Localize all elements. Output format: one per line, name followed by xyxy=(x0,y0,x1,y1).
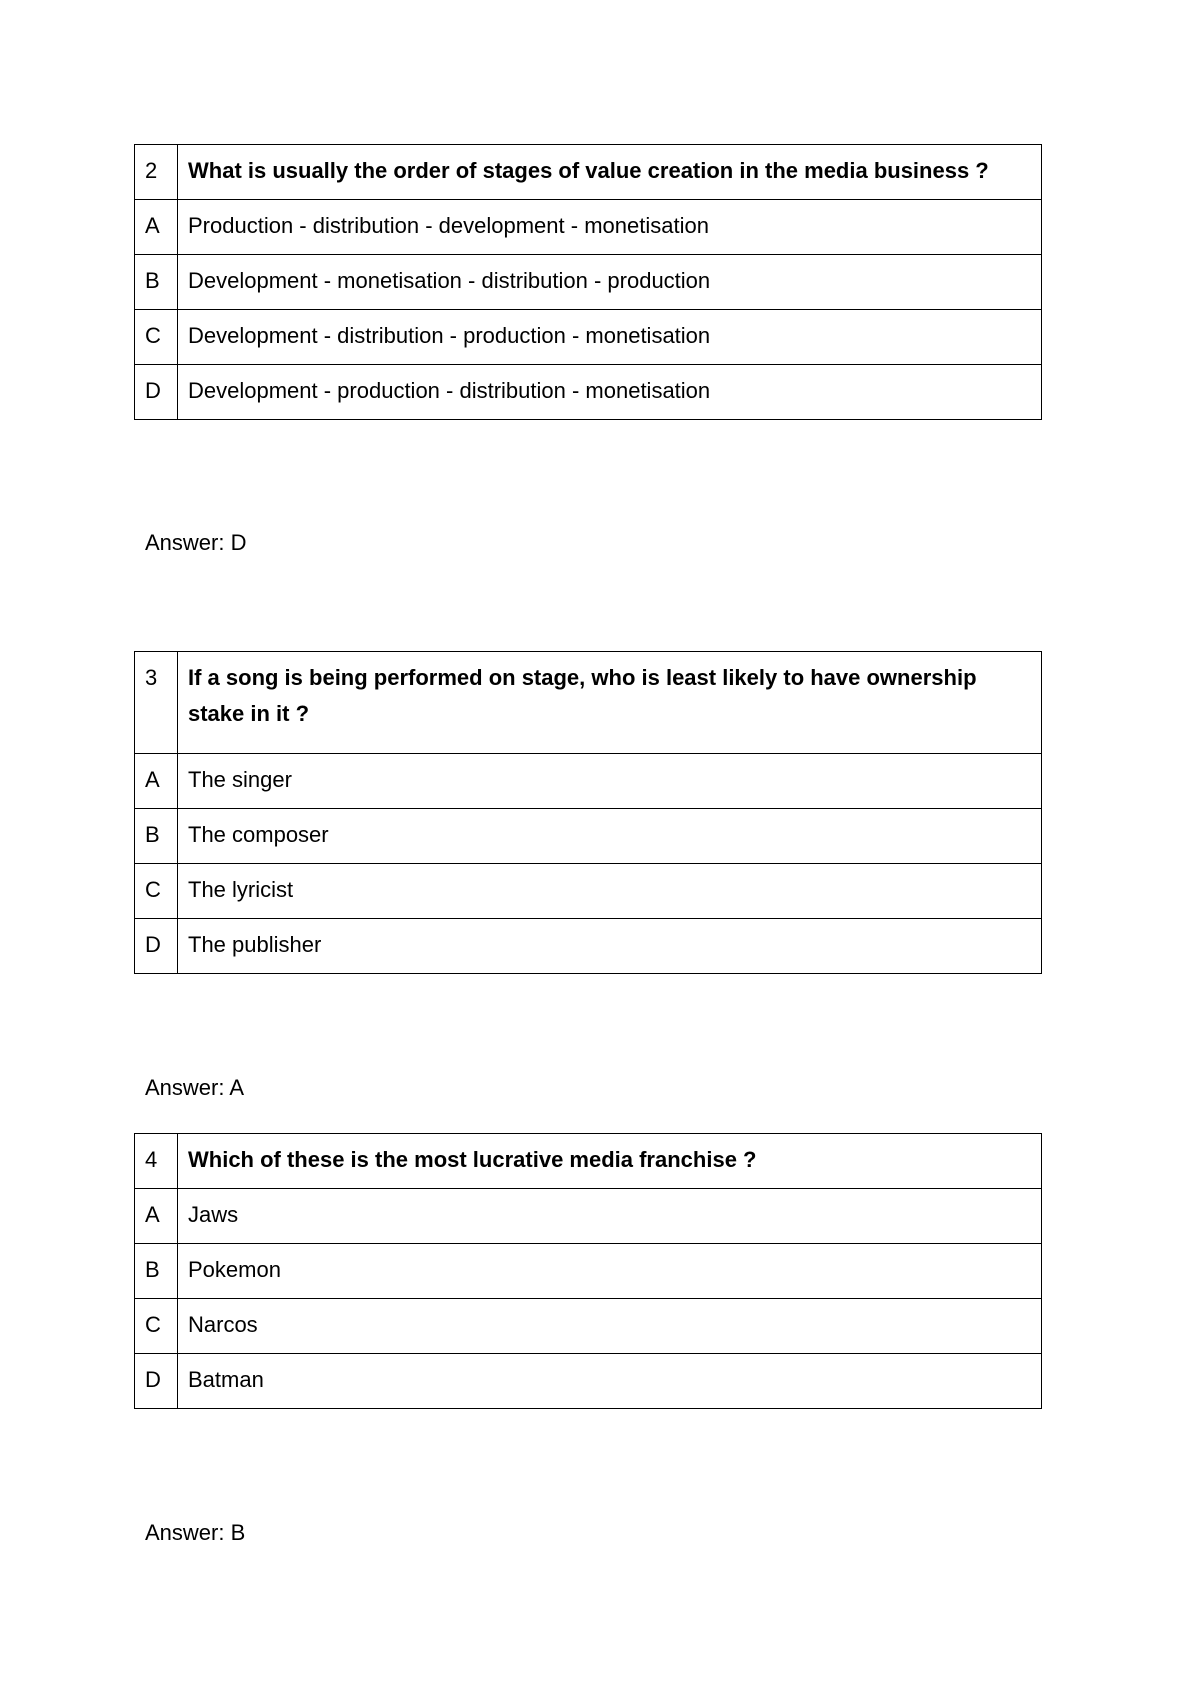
question-row xyxy=(135,145,1042,200)
option-row-b xyxy=(135,1244,1042,1299)
option-row-b xyxy=(135,809,1042,864)
question-table-4 xyxy=(134,1133,1042,1409)
option-text: The lyricist xyxy=(178,864,1042,919)
answer-text-4: Answer: B xyxy=(145,1520,246,1545)
option-row-b xyxy=(135,255,1042,310)
option-key: A xyxy=(135,200,178,255)
option-row-d xyxy=(135,365,1042,420)
option-row-c xyxy=(135,310,1042,365)
option-row-a xyxy=(135,200,1042,255)
option-row-c xyxy=(135,1299,1042,1354)
option-text: Development - production - distribution - monetisation xyxy=(178,365,1042,420)
question-text: Which of these is the most lucrative media franchise ? xyxy=(178,1134,1042,1189)
option-key: B xyxy=(135,255,178,310)
question-number: 4 xyxy=(135,1134,178,1189)
option-row-d xyxy=(135,919,1042,974)
option-key: A xyxy=(135,754,178,809)
option-text: Jaws xyxy=(178,1189,1042,1244)
option-key: C xyxy=(135,1299,178,1354)
option-key: D xyxy=(135,1354,178,1409)
option-key: B xyxy=(135,1244,178,1299)
option-text: The singer xyxy=(178,754,1042,809)
option-key: C xyxy=(135,310,178,365)
option-row-c xyxy=(135,864,1042,919)
option-text: Batman xyxy=(178,1354,1042,1409)
question-number: 2 xyxy=(135,145,178,200)
answer-text-2: Answer: D xyxy=(145,530,247,555)
question-number: 3 xyxy=(135,652,178,754)
option-text: Development - monetisation - distribution - production xyxy=(178,255,1042,310)
question-text: If a song is being performed on stage, who is least likely to have ownership stake in it ? xyxy=(178,652,1042,754)
option-row-a xyxy=(135,754,1042,809)
option-text: Pokemon xyxy=(178,1244,1042,1299)
option-key: B xyxy=(135,809,178,864)
question-row xyxy=(135,652,1042,754)
option-key: A xyxy=(135,1189,178,1244)
option-row-a xyxy=(135,1189,1042,1244)
answer-text-3: Answer: A xyxy=(145,1075,245,1100)
option-row-d xyxy=(135,1354,1042,1409)
option-key: D xyxy=(135,919,178,974)
option-key: C xyxy=(135,864,178,919)
question-table-3 xyxy=(134,651,1042,974)
question-row xyxy=(135,1134,1042,1189)
option-text: The composer xyxy=(178,809,1042,864)
question-table-2 xyxy=(134,144,1042,420)
option-text: The publisher xyxy=(178,919,1042,974)
option-text: Production - distribution - development - monetisation xyxy=(178,200,1042,255)
option-key: D xyxy=(135,365,178,420)
option-text: Narcos xyxy=(178,1299,1042,1354)
question-text: What is usually the order of stages of value creation in the media business ? xyxy=(178,145,1042,200)
option-text: Development - distribution - production - monetisation xyxy=(178,310,1042,365)
